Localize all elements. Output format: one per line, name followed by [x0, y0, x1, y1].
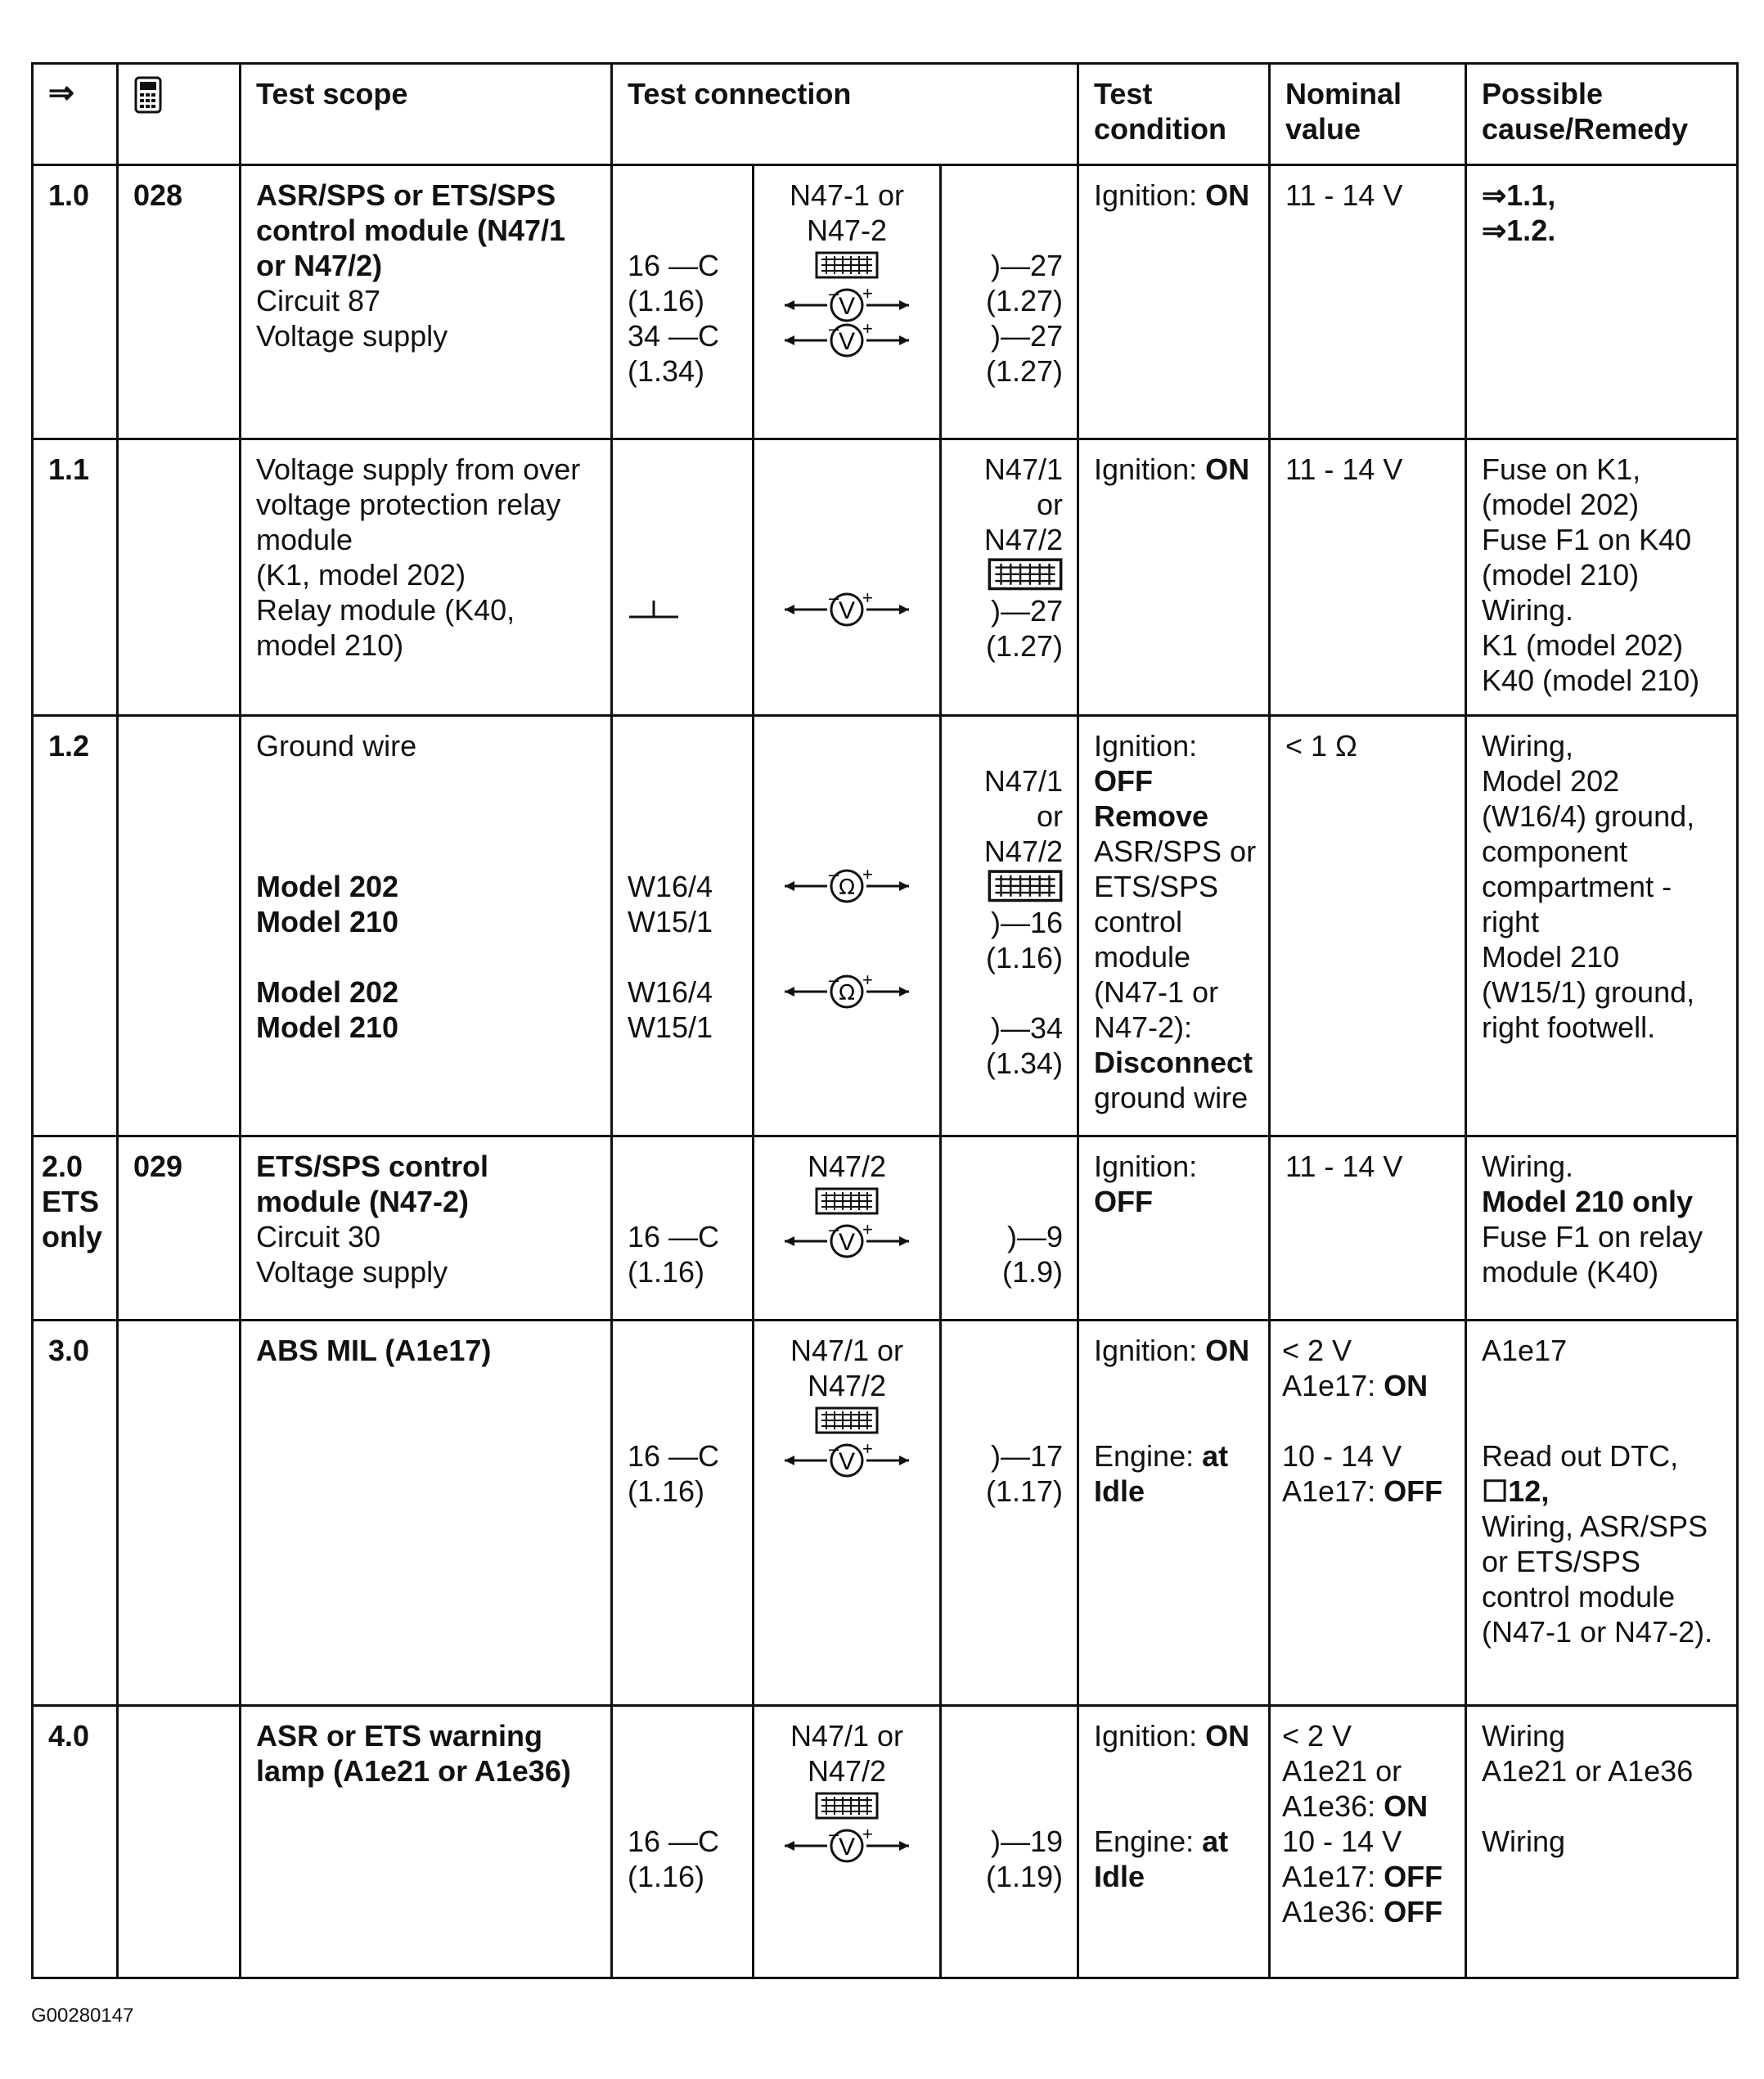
svg-text:–: – [829, 592, 839, 608]
pin-label: )—9 [1006, 1220, 1063, 1253]
pin-label: (1.27) [985, 354, 1063, 388]
svg-text:+: + [862, 1443, 873, 1459]
svg-text:+: + [862, 288, 873, 304]
voltmeter-icon [781, 1443, 912, 1478]
condition-text: Ignition: [1094, 1150, 1198, 1183]
ground-point-label: W16/4 [628, 975, 713, 1009]
cause-line: Wiring [1482, 1719, 1566, 1753]
ohmmeter-icon [781, 974, 912, 1010]
nominal-state: OFF [1384, 1895, 1443, 1928]
condition-text: ASR/SPS or ETS/SPS control module (N47-1 or N47-2): [1094, 835, 1257, 1044]
pin-label: (1.27) [985, 629, 1063, 663]
module-label: or [1036, 799, 1063, 833]
module-label: N47-1 or N47-2 [789, 178, 905, 247]
pin-label: 34 —C [628, 319, 720, 353]
pin-label: )—16 [990, 906, 1063, 939]
table-row [33, 1136, 1738, 1321]
cause-line: Model 210 (W15/1) ground, right footwell. [1482, 940, 1695, 1044]
cause-link[interactable]: ⇒1.2. [1482, 214, 1556, 247]
cause-line: Wiring, [1482, 729, 1574, 763]
pin-label: (1.16) [628, 1255, 705, 1289]
cause-line: Wiring. [1482, 1150, 1574, 1183]
test-table [31, 62, 1739, 1979]
condition-value: OFF [1094, 764, 1153, 798]
svg-text:V: V [838, 1448, 856, 1475]
condition-value: Remove [1094, 799, 1209, 833]
possible-cause [1466, 716, 1738, 1136]
condition-text: Ignition: [1094, 178, 1206, 212]
figure-id: G00280147 [31, 2005, 134, 2027]
condition-value: Disconnect [1094, 1046, 1253, 1079]
test-scope [241, 716, 612, 1136]
scope-line: Relay module (K40, model 210) [256, 593, 515, 662]
svg-text:–: – [829, 1443, 839, 1459]
module-label: N47/1 [983, 452, 1063, 486]
cause-line: Model 202 (W16/4) ground, component compartment - right [1482, 764, 1695, 938]
scope-title: ETS/SPS control module (N47-2) [256, 1150, 489, 1218]
svg-text:–: – [829, 1829, 839, 1844]
possible-cause [1466, 1321, 1738, 1706]
svg-text:+: + [862, 974, 873, 990]
diag-code: 028 [118, 165, 241, 439]
cause-line: Fuse on K1, (model 202) [1482, 452, 1641, 521]
condition-value: at Idle [1094, 1825, 1229, 1893]
pin-label: 16 —C [628, 249, 720, 282]
nominal-line: < 2 V [1282, 1334, 1352, 1367]
svg-text:+: + [862, 869, 873, 884]
scope-title: ABS MIL (A1e17) [256, 1334, 492, 1367]
scope-line: (K1, model 202) [256, 558, 466, 592]
test-connection [612, 1136, 1078, 1321]
nominal-state: OFF [1384, 1860, 1443, 1893]
nominal-line: A1e17: [1282, 1860, 1384, 1893]
test-connection [612, 165, 1078, 439]
connector-icon [988, 869, 1063, 905]
test-condition [1078, 1706, 1270, 1978]
svg-text:Ω: Ω [839, 981, 855, 1006]
svg-text:–: – [829, 869, 839, 884]
test-condition [1078, 439, 1270, 716]
condition-value: ON [1205, 178, 1250, 212]
condition-text: ground wire [1094, 1081, 1249, 1114]
condition-value: OFF [1094, 1185, 1153, 1218]
pin-label: 16 —C [628, 1439, 720, 1473]
connector-icon [815, 1187, 879, 1217]
condition-value: ON [1205, 452, 1250, 486]
step-number: 2.0 ETS only [33, 1136, 118, 1321]
connector-icon [815, 1406, 879, 1436]
ground-point-label: W15/1 [628, 905, 713, 938]
nominal-value [1270, 1321, 1466, 1706]
diag-code: 029 [118, 1136, 241, 1321]
pin-label: (1.19) [985, 1860, 1063, 1893]
nominal-value [1270, 1706, 1466, 1978]
condition-text: Engine: [1094, 1825, 1203, 1858]
header-arrow: ⇒ [33, 64, 118, 165]
test-scope [241, 439, 612, 716]
svg-text:–: – [829, 288, 839, 304]
svg-text:–: – [829, 974, 839, 990]
svg-text:V: V [838, 328, 856, 355]
step-number: 4.0 [33, 1706, 118, 1978]
nominal-line: A1e17: [1282, 1474, 1384, 1508]
svg-text:V: V [838, 597, 856, 624]
pin-label: )—27 [990, 319, 1063, 353]
nominal-line: 10 - 14 V [1282, 1825, 1402, 1858]
cause-line: Read out DTC, [1482, 1439, 1679, 1473]
scope-line: Voltage supply from over voltage protection relay module [256, 452, 581, 556]
pin-label: (1.17) [985, 1474, 1063, 1508]
model-label: Model 202 [256, 870, 399, 903]
voltmeter-icon [781, 1224, 912, 1259]
cause-line: Model 210 only [1482, 1185, 1694, 1218]
cause-line: Wiring, ASR/SPS or ETS/SPS control module (N47-1 or N47-2). [1482, 1510, 1713, 1649]
step-number: 1.2 [33, 716, 118, 1136]
scope-line: Voltage supply [256, 319, 448, 353]
nominal-state: OFF [1384, 1474, 1443, 1508]
table-row [33, 165, 1738, 439]
test-connection [612, 439, 1078, 716]
condition-value: ON [1205, 1334, 1250, 1367]
voltmeter-icon [781, 323, 912, 358]
module-label: N47/2 [807, 1150, 887, 1183]
pin-label: (1.34) [628, 354, 705, 388]
svg-text:V: V [838, 293, 856, 320]
diag-code [118, 1706, 241, 1978]
test-scope [241, 1321, 612, 1706]
test-condition [1078, 165, 1270, 439]
test-scope [241, 1706, 612, 1978]
ground-point-label: W15/1 [628, 1010, 713, 1044]
nominal-line: A1e17: [1282, 1369, 1384, 1402]
condition-text: Ignition: [1094, 729, 1198, 763]
svg-text:V: V [838, 1834, 856, 1861]
ground-symbol-icon [628, 592, 685, 625]
scope-line: Voltage supply [256, 1255, 448, 1289]
step-number: 1.1 [33, 439, 118, 716]
ground-point-label: W16/4 [628, 870, 713, 903]
svg-text:+: + [862, 1224, 873, 1240]
cause-link[interactable]: ⇒1.1, [1482, 178, 1556, 212]
module-label: N47/2 [983, 523, 1063, 556]
cause-line: Wiring [1482, 1825, 1566, 1858]
scope-title: ASR/SPS or ETS/SPS control module (N47/1 or N47/2) [256, 178, 566, 282]
condition-value: at Idle [1094, 1439, 1229, 1508]
nominal-line: A1e21 or A1e36: [1282, 1754, 1402, 1823]
nominal-value: 11 - 14 V [1270, 439, 1466, 716]
pin-label: (1.16) [628, 1860, 705, 1893]
header-test-scope: Test scope [241, 64, 612, 165]
nominal-line: A1e36: [1282, 1895, 1384, 1928]
possible-cause [1466, 1706, 1738, 1978]
pin-label: (1.34) [985, 1046, 1063, 1080]
cause-line: A1e21 or A1e36 [1482, 1754, 1694, 1788]
test-scope [241, 165, 612, 439]
model-label: Model 202 [256, 975, 399, 1009]
pin-label: )—27 [990, 249, 1063, 282]
svg-text:Ω: Ω [839, 875, 855, 900]
pin-label: )—19 [990, 1825, 1063, 1858]
test-condition [1078, 716, 1270, 1136]
diag-code [118, 716, 241, 1136]
nominal-value: 11 - 14 V [1270, 165, 1466, 439]
cause-line: A1e17 [1482, 1334, 1568, 1367]
ohmmeter-icon [781, 869, 912, 904]
header-test-connection: Test connection [612, 64, 1078, 165]
test-condition [1078, 1136, 1270, 1321]
module-label: N47/1 [983, 764, 1063, 798]
pin-label: (1.16) [985, 941, 1063, 974]
header-possible-cause: Possible cause/Remedy [1466, 64, 1738, 165]
table-row [33, 1706, 1738, 1978]
test-scope [241, 1136, 612, 1321]
svg-text:–: – [829, 323, 839, 339]
condition-text: Engine: [1094, 1439, 1203, 1473]
pin-label: 16 —C [628, 1825, 720, 1858]
table-row [33, 1321, 1738, 1706]
test-connection [612, 1706, 1078, 1978]
cause-line: Wiring. [1482, 593, 1574, 627]
possible-cause [1466, 439, 1738, 716]
module-label: N47/1 or N47/2 [790, 1334, 904, 1402]
model-label: Model 210 [256, 1010, 399, 1044]
voltmeter-icon [781, 1829, 912, 1864]
condition-text: Ignition: [1094, 1719, 1206, 1753]
cause-line: Fuse F1 on relay module (K40) [1482, 1220, 1703, 1289]
cause-link[interactable]: ☐12, [1482, 1474, 1550, 1508]
step-number: 1.0 [33, 165, 118, 439]
pin-label: (1.27) [985, 284, 1063, 317]
module-label: N47/2 [983, 835, 1063, 868]
pin-label: )—17 [990, 1439, 1063, 1473]
nominal-line: 10 - 14 V [1282, 1439, 1402, 1473]
header-test-condition: Test condition [1078, 64, 1270, 165]
cause-line: K1 (model 202) [1482, 628, 1684, 662]
module-label: or [1036, 488, 1063, 521]
scope-line: Circuit 30 [256, 1220, 381, 1253]
pin-label: (1.16) [628, 1474, 705, 1508]
connector-icon [815, 1792, 879, 1821]
scope-title: ASR or ETS warning lamp (A1e21 or A1e36) [256, 1719, 571, 1788]
condition-text: Ignition: [1094, 452, 1206, 486]
connector-icon [815, 251, 879, 281]
scope-line: Ground wire [256, 729, 417, 763]
voltmeter-icon [781, 592, 912, 628]
cause-line: K40 (model 210) [1482, 664, 1700, 697]
nominal-state: ON [1384, 1789, 1429, 1823]
header-icon-cell [118, 64, 241, 165]
table-row [33, 716, 1738, 1136]
nominal-state: ON [1384, 1369, 1429, 1402]
condition-value: ON [1205, 1719, 1250, 1753]
connector-icon [988, 557, 1063, 593]
pin-label: (1.16) [628, 284, 705, 317]
table-row [33, 439, 1738, 716]
svg-text:–: – [829, 1224, 839, 1240]
module-label: N47/1 or N47/2 [790, 1719, 904, 1788]
nominal-value: < 1 Ω [1270, 716, 1466, 1136]
scope-line: Circuit 87 [256, 284, 381, 317]
condition-text: Ignition: [1094, 1334, 1206, 1367]
handset-icon [133, 76, 163, 114]
svg-text:V: V [838, 1229, 856, 1256]
header-nominal-value: Nominal value [1270, 64, 1466, 165]
voltmeter-icon [781, 288, 912, 323]
test-table-sheet [31, 62, 1736, 1991]
diag-code [118, 1321, 241, 1706]
possible-cause [1466, 1136, 1738, 1321]
svg-text:+: + [862, 323, 873, 339]
step-number: 3.0 [33, 1321, 118, 1706]
possible-cause [1466, 165, 1738, 439]
header-row [33, 64, 1738, 165]
model-label: Model 210 [256, 905, 399, 938]
svg-text:+: + [862, 1829, 873, 1844]
nominal-value: 11 - 14 V [1270, 1136, 1466, 1321]
diag-code [118, 439, 241, 716]
pin-label: )—27 [990, 594, 1063, 628]
test-condition [1078, 1321, 1270, 1706]
pin-label: (1.9) [1001, 1255, 1063, 1289]
test-connection [612, 1321, 1078, 1706]
nominal-line: < 2 V [1282, 1719, 1352, 1753]
cause-line: Fuse F1 on K40 (model 210) [1482, 523, 1692, 592]
pin-label: )—34 [990, 1011, 1063, 1045]
pin-label: 16 —C [628, 1220, 720, 1253]
svg-text:+: + [862, 592, 873, 608]
test-connection [612, 716, 1078, 1136]
